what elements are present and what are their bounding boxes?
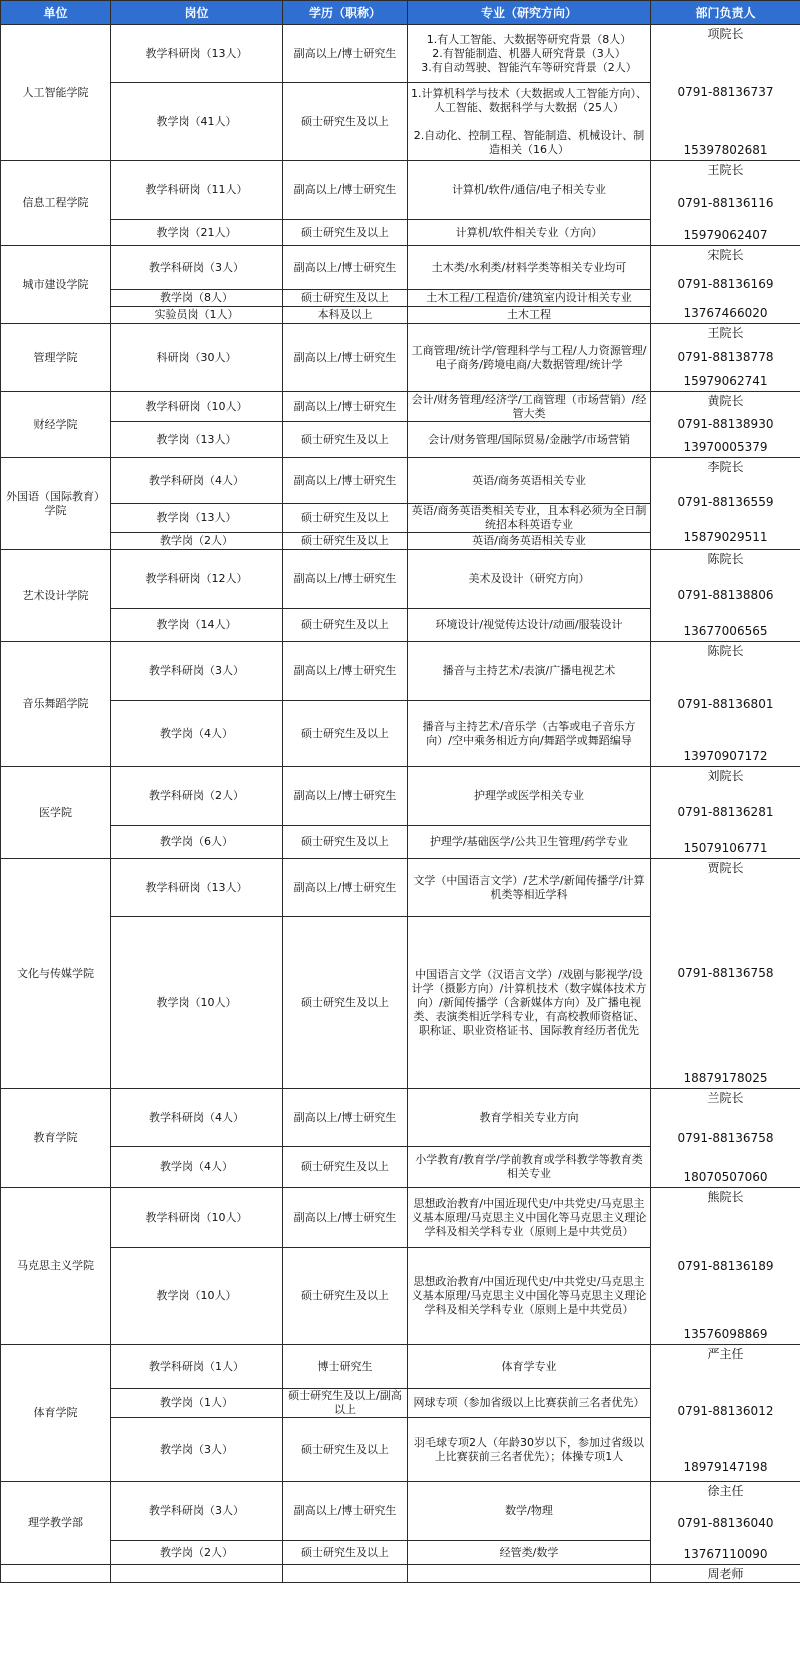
- major-cell: [408, 1089, 651, 1147]
- contact-lines: [654, 550, 797, 640]
- table-row: [1, 1345, 800, 1389]
- unit-name-cell: 管理学院: [1, 324, 111, 392]
- contact-cell: [651, 458, 800, 550]
- post-cell: 教学岗（6人）: [111, 826, 283, 859]
- unit-name-cell: [1, 1565, 111, 1583]
- unit-name-cell: 音乐舞蹈学院: [1, 642, 111, 767]
- table-row: [1, 324, 800, 392]
- contact-cell: [651, 1188, 800, 1345]
- major-line: 美术及设计（研究方向）: [468, 572, 590, 585]
- major-line: 教育学相关专业方向: [479, 1110, 579, 1124]
- post-cell: 实验员岗（1人）: [111, 307, 283, 324]
- post-cell: 教学岗（4人）: [111, 1147, 283, 1188]
- table-row: [1, 767, 800, 826]
- education-cell: 副高以上/博士研究生: [283, 767, 408, 826]
- major-line: 思想政治教育/中国近现代史/中共党史/马克思主义基本原理/马克思主义中国化等马克思主义理论学科及相关学科专业（原则上是中共党员）: [411, 1275, 647, 1316]
- major-line: 2.有智能制造、机器人研究背景（3人）: [432, 46, 626, 60]
- major-line: 1.有人工智能、大数据等研究背景（8人）: [426, 32, 632, 46]
- contact-phone: 0791-88136169: [677, 277, 774, 291]
- table-row: [1, 1188, 800, 1248]
- major-line: 土木工程: [507, 308, 551, 321]
- contact-person: 兰院长: [707, 1091, 744, 1105]
- contact-phone: 13970005379: [683, 440, 768, 454]
- post-cell: 教学科研岗（13人）: [111, 859, 283, 917]
- post-cell: 教学科研岗（12人）: [111, 550, 283, 609]
- contact-phone: 0791-88136737: [677, 85, 774, 99]
- major-line: 计算机/软件相关专业（方向）: [455, 225, 603, 239]
- major-line: 英语/商务英语相关专业: [472, 534, 586, 547]
- education-cell: 硕士研究生及以上: [283, 1248, 408, 1345]
- education-cell: 副高以上/博士研究生: [283, 25, 408, 83]
- major-cell: [408, 533, 651, 550]
- contact-cell: [651, 859, 800, 1089]
- contact-person: 李院长: [707, 460, 744, 474]
- education-cell: 副高以上/博士研究生: [283, 392, 408, 422]
- education-cell: 硕士研究生及以上: [283, 422, 408, 458]
- major-cell: [408, 550, 651, 609]
- post-cell: [111, 1565, 283, 1583]
- major-line: 2.自动化、控制工程、智能制造、机械设计、制造相关（16人）: [413, 128, 645, 156]
- contact-person: 王院长: [707, 163, 744, 177]
- major-line: 会计/财务管理/国际贸易/金融学/市场营销: [428, 432, 630, 446]
- education-cell: 副高以上/博士研究生: [283, 458, 408, 504]
- post-cell: 教学科研岗（2人）: [111, 767, 283, 826]
- education-cell: 硕士研究生及以上: [283, 504, 408, 533]
- contact-cell: [651, 246, 800, 324]
- major-line: 经管类/数学: [499, 1545, 559, 1559]
- major-cell: [408, 392, 651, 422]
- unit-name-cell: 人工智能学院: [1, 25, 111, 161]
- contact-person: 黄院长: [707, 394, 744, 408]
- contact-cell: [651, 25, 800, 161]
- contact-phone: 15879029511: [683, 530, 768, 544]
- contact-phone: 0791-88138778: [677, 350, 774, 364]
- major-cell: [408, 917, 651, 1089]
- major-cell: [408, 1418, 651, 1482]
- contact-phone: 13576098869: [683, 1327, 768, 1341]
- contact-phone: 0791-88136040: [677, 1515, 774, 1530]
- education-cell: 副高以上/博士研究生: [283, 642, 408, 701]
- major-line: [411, 115, 647, 129]
- contact-phone: 0791-88136116: [677, 195, 774, 210]
- contact-phone: 0791-88136189: [677, 1258, 774, 1273]
- header-contact: 部门负责人: [651, 1, 800, 25]
- major-cell: [408, 290, 651, 307]
- education-cell: 硕士研究生及以上: [283, 609, 408, 642]
- contact-cell: [651, 642, 800, 767]
- contact-person: 贾院长: [707, 861, 744, 875]
- major-line: 会计/财务管理/经济学/工商管理（市场营销）/经管大类: [411, 392, 647, 420]
- table-row: [1, 859, 800, 917]
- contact-lines: [654, 392, 797, 456]
- education-cell: 硕士研究生及以上: [283, 1541, 408, 1565]
- post-cell: 教学岗（13人）: [111, 422, 283, 458]
- major-line: 护理学/基础医学/公共卫生管理/药学专业: [429, 835, 629, 848]
- post-cell: 教学岗（2人）: [111, 1541, 283, 1565]
- contact-phone: 15397802681: [683, 143, 768, 157]
- major-line: 数学/物理: [505, 1504, 553, 1517]
- major-cell: [408, 701, 651, 767]
- contact-phone: 13767466020: [683, 306, 768, 320]
- contact-phone: 0791-88138806: [677, 588, 774, 602]
- major-line: 羽毛球专项2人（年龄30岁以下，参加过省级以上比赛获前三名者优先）；体操专项1人: [414, 1435, 644, 1463]
- contact-lines: [654, 324, 797, 390]
- major-cell: [408, 161, 651, 220]
- unit-name-cell: 城市建设学院: [1, 246, 111, 324]
- education-cell: 硕士研究生及以上: [283, 826, 408, 859]
- major-line: 小学教育/教育学/学前教育或学科教学等教育类相关专业: [415, 1153, 643, 1180]
- major-cell: [408, 504, 651, 533]
- contact-phone: 0791-88136758: [677, 966, 774, 980]
- contact-phone: 15979062407: [683, 228, 768, 242]
- education-cell: 副高以上/博士研究生: [283, 161, 408, 220]
- contact-lines: [654, 1188, 797, 1343]
- post-cell: 科研岗（30人）: [111, 324, 283, 392]
- major-cell: [408, 246, 651, 290]
- major-cell: [408, 642, 651, 701]
- table-row: [1, 1482, 800, 1541]
- table-row: [1, 458, 800, 504]
- post-cell: 教学科研岗（11人）: [111, 161, 283, 220]
- education-cell: 硕士研究生及以上: [283, 1418, 408, 1482]
- major-line: 播音与主持艺术/音乐学（古筝或电子音乐方向）/空中乘务相近方向/舞蹈学或舞蹈编导: [422, 719, 636, 747]
- major-line: 英语/商务英语相关专业: [472, 473, 586, 487]
- major-line: 思想政治教育/中国近现代史/中共党史/马克思主义基本原理/马克思主义中国化等马克思主义理论学科及相关学科专业（原则上是中共党员）: [411, 1196, 647, 1238]
- major-cell: [408, 1482, 651, 1541]
- unit-name-cell: 文化与传媒学院: [1, 859, 111, 1089]
- header-education: 学历（职称）: [283, 1, 408, 25]
- education-cell: [283, 1565, 408, 1583]
- major-line: 护理学或医学相关专业: [474, 789, 584, 802]
- header-unit: 单位: [1, 1, 111, 25]
- contact-phone: 18070507060: [683, 1170, 768, 1184]
- contact-cell: [651, 550, 800, 642]
- post-cell: 教学岗（21人）: [111, 220, 283, 246]
- table-row: [1, 246, 800, 290]
- contact-phone: 0791-88136801: [677, 696, 774, 711]
- contact-phone: 13767110090: [683, 1547, 768, 1561]
- contact-phone: 15079106771: [683, 841, 768, 855]
- education-cell: 硕士研究生及以上: [283, 290, 408, 307]
- major-cell: [408, 767, 651, 826]
- post-cell: 教学科研岗（3人）: [111, 642, 283, 701]
- post-cell: 教学岗（10人）: [111, 917, 283, 1089]
- post-cell: 教学岗（3人）: [111, 1418, 283, 1482]
- contact-lines: [654, 25, 797, 159]
- major-line: 3.有自动驾驶、智能汽车等研究背景（2人）: [421, 60, 637, 74]
- contact-lines: [654, 1089, 797, 1186]
- major-line: 土木工程/工程造价/建筑室内设计相关专业: [426, 291, 632, 304]
- contact-person: 王院长: [707, 326, 744, 340]
- post-cell: 教学岗（10人）: [111, 1248, 283, 1345]
- contact-person: 陈院长: [707, 552, 744, 566]
- table-header-row: [1, 1, 800, 25]
- education-cell: 副高以上/博士研究生: [283, 246, 408, 290]
- major-cell: [408, 83, 651, 161]
- major-line: 文学（中国语言文学）/艺术学/新闻传播学/计算机类等相近学科: [413, 873, 645, 901]
- contact-phone: 0791-88136559: [677, 495, 774, 509]
- table-row: [1, 25, 800, 83]
- contact-cell: [651, 392, 800, 458]
- education-cell: 博士研究生: [283, 1345, 408, 1389]
- contact-person: 熊院长: [707, 1190, 744, 1204]
- major-cell: [408, 1345, 651, 1389]
- post-cell: 教学岗（13人）: [111, 504, 283, 533]
- post-cell: 教学岗（1人）: [111, 1389, 283, 1418]
- contact-cell: [651, 1345, 800, 1482]
- unit-name-cell: 体育学院: [1, 1345, 111, 1482]
- major-cell: [408, 307, 651, 324]
- post-cell: 教学科研岗（4人）: [111, 458, 283, 504]
- major-cell: [408, 609, 651, 642]
- unit-name-cell: 艺术设计学院: [1, 550, 111, 642]
- major-line: 环境设计/视觉传达设计/动画/服装设计: [435, 618, 623, 631]
- education-cell: 副高以上/博士研究生: [283, 859, 408, 917]
- contact-phone: 0791-88136758: [677, 1130, 774, 1145]
- contact-lines: [654, 458, 797, 546]
- contact-person: 陈院长: [707, 644, 744, 658]
- education-cell: 副高以上/博士研究生: [283, 324, 408, 392]
- major-cell: [408, 859, 651, 917]
- header-major: 专业（研究方向）: [408, 1, 651, 25]
- contact-cell: [651, 1482, 800, 1565]
- table-row: [1, 161, 800, 220]
- post-cell: 教学岗（4人）: [111, 701, 283, 767]
- post-cell: 教学科研岗（10人）: [111, 1188, 283, 1248]
- contact-lines: [654, 859, 797, 1087]
- unit-name-cell: 外国语（国际教育）学院: [1, 458, 111, 550]
- major-cell: [408, 458, 651, 504]
- post-cell: 教学科研岗（13人）: [111, 25, 283, 83]
- contact-lines: [654, 1482, 797, 1563]
- education-cell: 硕士研究生及以上: [283, 917, 408, 1089]
- major-line: 网球专项（参加省级以上比赛获前三名者优先）: [413, 1396, 645, 1409]
- table-row: [1, 642, 800, 701]
- major-cell: [408, 1147, 651, 1188]
- contact-lines: [654, 246, 797, 322]
- post-cell: 教学科研岗（10人）: [111, 392, 283, 422]
- major-line: 播音与主持艺术/表演/广播电视艺术: [442, 664, 616, 677]
- contact-person: 宋院长: [707, 248, 744, 262]
- contact-person: 项院长: [707, 27, 744, 41]
- contact-cell: [651, 324, 800, 392]
- table-row: [1, 550, 800, 609]
- education-cell: 硕士研究生及以上: [283, 533, 408, 550]
- contact-cell: [651, 161, 800, 246]
- unit-name-cell: 马克思主义学院: [1, 1188, 111, 1345]
- unit-name-cell: 理学教学部: [1, 1482, 111, 1565]
- major-line: 1.计算机科学与技术（大数据或人工智能方向）、人工智能、数据科学与大数据（25人）: [411, 86, 647, 114]
- contact-lines: [654, 642, 797, 765]
- major-line: 中国语言文学（汉语言文学）/戏剧与影视学/设计学（摄影方向）/计算机技术（数字媒体技术方向）/新闻传播学（含新媒体方向）及广播电视类、表演类相近学科专业，有高校教师资格证、职称证、职业资格证书、国际教育经历者优先: [411, 967, 647, 1037]
- contact-phone: 13677006565: [683, 624, 768, 638]
- contact-lines: [654, 161, 797, 244]
- education-cell: 硕士研究生及以上: [283, 83, 408, 161]
- post-cell: 教学岗（14人）: [111, 609, 283, 642]
- education-cell: 硕士研究生及以上: [283, 1147, 408, 1188]
- contact-person: 严主任: [707, 1347, 744, 1361]
- major-cell: [408, 324, 651, 392]
- major-cell: [408, 826, 651, 859]
- major-line: 工商管理/统计学/管理科学与工程/人力资源管理/电子商务/跨境电商/大数据管理/统计学: [411, 343, 647, 371]
- unit-name-cell: 医学院: [1, 767, 111, 859]
- major-cell: [408, 1248, 651, 1345]
- contact-phone: 0791-88136012: [677, 1403, 774, 1418]
- contact-lines: [654, 767, 797, 857]
- post-cell: 教学科研岗（4人）: [111, 1089, 283, 1147]
- table-row: [1, 1565, 800, 1583]
- education-cell: 副高以上/博士研究生: [283, 1482, 408, 1541]
- education-cell: 本科及以上: [283, 307, 408, 324]
- unit-name-cell: 财经学院: [1, 392, 111, 458]
- contact-cell: [651, 1089, 800, 1188]
- contact-phone: 13970907172: [683, 749, 768, 763]
- major-cell: [408, 422, 651, 458]
- education-cell: 副高以上/博士研究生: [283, 1188, 408, 1248]
- contact-lines: [654, 1565, 797, 1581]
- major-cell: [408, 220, 651, 246]
- education-cell: 副高以上/博士研究生: [283, 1089, 408, 1147]
- contact-phone: 15979062741: [683, 374, 768, 388]
- contact-person: 刘院长: [707, 769, 744, 783]
- education-cell: 硕士研究生及以上/副高以上: [283, 1389, 408, 1418]
- post-cell: 教学岗（2人）: [111, 533, 283, 550]
- major-line: 英语/商务英语类相关专业，且本科必须为全日制统招本科英语专业: [411, 504, 647, 531]
- post-cell: 教学科研岗（1人）: [111, 1345, 283, 1389]
- post-cell: 教学岗（8人）: [111, 290, 283, 307]
- unit-name-cell: 教育学院: [1, 1089, 111, 1188]
- major-cell: [408, 1188, 651, 1248]
- contact-cell: [651, 1565, 800, 1583]
- education-cell: 副高以上/博士研究生: [283, 550, 408, 609]
- major-cell: [408, 25, 651, 83]
- education-cell: 硕士研究生及以上: [283, 701, 408, 767]
- major-cell: [408, 1565, 651, 1583]
- contact-person: 周老师: [707, 1567, 744, 1581]
- post-cell: 教学岗（41人）: [111, 83, 283, 161]
- contact-phone: 0791-88136281: [677, 805, 774, 819]
- major-line: 土木类/水利类/材料学类等相关专业均可: [431, 260, 627, 274]
- header-post: 岗位: [111, 1, 283, 25]
- major-line: 体育学专业: [501, 1359, 557, 1373]
- contact-phone: 0791-88138930: [677, 417, 774, 431]
- major-cell: [408, 1389, 651, 1418]
- contact-cell: [651, 767, 800, 859]
- table-row: [1, 392, 800, 422]
- contact-phone: 18979147198: [683, 1460, 768, 1474]
- contact-person: 徐主任: [707, 1484, 744, 1498]
- table-row: [1, 1089, 800, 1147]
- post-cell: 教学科研岗（3人）: [111, 246, 283, 290]
- major-line: 计算机/软件/通信/电子相关专业: [451, 183, 607, 196]
- post-cell: 教学科研岗（3人）: [111, 1482, 283, 1541]
- major-cell: [408, 1541, 651, 1565]
- contact-lines: [654, 1345, 797, 1476]
- education-cell: 硕士研究生及以上: [283, 220, 408, 246]
- unit-name-cell: 信息工程学院: [1, 161, 111, 246]
- contact-phone: 18879178025: [683, 1071, 768, 1085]
- major-line: [411, 1567, 647, 1581]
